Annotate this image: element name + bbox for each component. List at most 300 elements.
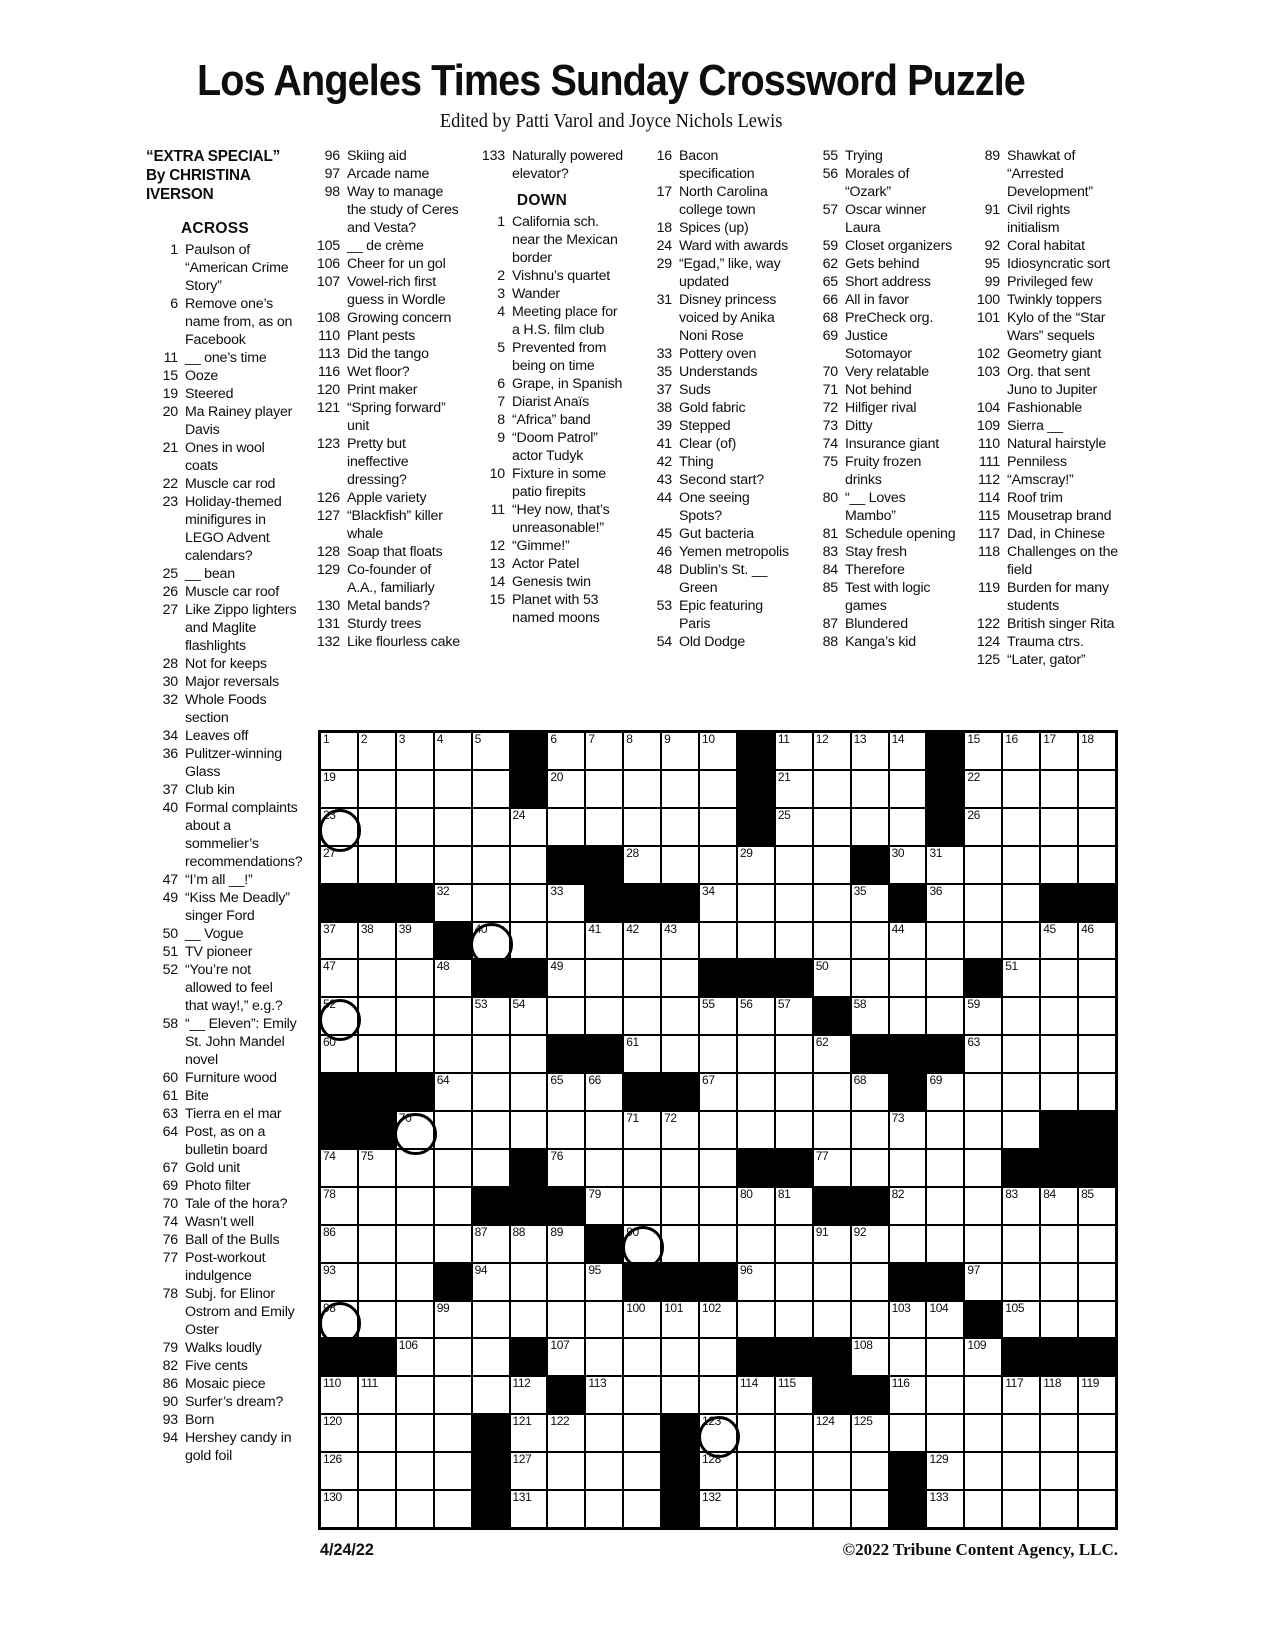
grid-cell[interactable] — [700, 1491, 736, 1527]
grid-cell[interactable] — [397, 1226, 433, 1262]
grid-cell[interactable] — [548, 1074, 584, 1110]
grid-cell[interactable] — [548, 733, 584, 769]
grid-cell[interactable] — [852, 1074, 888, 1110]
grid-cell[interactable] — [359, 1415, 395, 1451]
grid-cell[interactable] — [1003, 1302, 1039, 1338]
grid-cell[interactable] — [435, 1150, 471, 1186]
grid-cell[interactable] — [890, 960, 926, 996]
grid-cell[interactable] — [1003, 960, 1039, 996]
grid-cell[interactable] — [662, 733, 698, 769]
grid-cell[interactable] — [1041, 1491, 1077, 1527]
grid-cell[interactable] — [1079, 1415, 1115, 1451]
grid-cell[interactable] — [852, 960, 888, 996]
grid-cell[interactable] — [1003, 733, 1039, 769]
grid-cell[interactable] — [548, 923, 584, 959]
grid-cell[interactable] — [548, 960, 584, 996]
grid-cell[interactable] — [965, 1036, 1001, 1072]
grid-cell[interactable] — [397, 998, 433, 1034]
grid-cell[interactable] — [700, 1036, 736, 1072]
grid-cell[interactable] — [1003, 847, 1039, 883]
grid-cell[interactable] — [435, 1074, 471, 1110]
grid-cell[interactable] — [321, 1188, 357, 1224]
grid-cell[interactable] — [359, 733, 395, 769]
grid-cell[interactable] — [776, 1188, 812, 1224]
grid-cell[interactable] — [359, 960, 395, 996]
grid-cell[interactable] — [738, 998, 774, 1034]
grid-cell[interactable] — [548, 809, 584, 845]
grid-cell[interactable] — [662, 1339, 698, 1375]
grid-cell[interactable] — [586, 1150, 622, 1186]
grid-cell[interactable] — [890, 809, 926, 845]
grid-cell[interactable] — [965, 809, 1001, 845]
grid-cell[interactable] — [1003, 1415, 1039, 1451]
grid-cell[interactable] — [927, 1150, 963, 1186]
grid-cell[interactable] — [359, 1264, 395, 1300]
grid-cell[interactable] — [776, 1074, 812, 1110]
grid-cell[interactable] — [359, 1226, 395, 1262]
grid-cell[interactable] — [890, 847, 926, 883]
grid-cell[interactable] — [511, 1112, 547, 1148]
grid-cell[interactable] — [662, 1302, 698, 1338]
grid-cell[interactable] — [662, 1226, 698, 1262]
grid-cell[interactable] — [586, 771, 622, 807]
grid-cell[interactable] — [1003, 1188, 1039, 1224]
grid-cell[interactable] — [624, 1302, 660, 1338]
grid-cell[interactable] — [662, 1112, 698, 1148]
grid-cell[interactable] — [624, 1377, 660, 1413]
grid-cell[interactable] — [473, 1150, 509, 1186]
grid-cell[interactable] — [548, 1150, 584, 1186]
grid-cell[interactable] — [321, 1453, 357, 1489]
grid-cell[interactable] — [624, 923, 660, 959]
grid-cell[interactable] — [814, 1150, 850, 1186]
grid-cell[interactable] — [435, 998, 471, 1034]
grid-cell[interactable] — [890, 1377, 926, 1413]
grid-cell[interactable] — [852, 1226, 888, 1262]
grid-cell[interactable] — [1079, 1377, 1115, 1413]
grid-cell[interactable] — [700, 885, 736, 921]
grid-cell[interactable] — [624, 1339, 660, 1375]
grid-cell[interactable] — [776, 923, 812, 959]
grid-cell[interactable] — [1079, 1264, 1115, 1300]
grid-cell[interactable] — [1041, 809, 1077, 845]
grid-cell[interactable] — [359, 1302, 395, 1338]
grid-cell[interactable] — [965, 1415, 1001, 1451]
grid-cell[interactable] — [927, 1415, 963, 1451]
grid-cell[interactable] — [511, 809, 547, 845]
grid-cell[interactable] — [1079, 1453, 1115, 1489]
grid-cell[interactable] — [738, 1074, 774, 1110]
grid-cell[interactable] — [586, 1339, 622, 1375]
grid-cell[interactable] — [511, 923, 547, 959]
grid-cell[interactable] — [965, 1377, 1001, 1413]
grid-cell[interactable] — [738, 847, 774, 883]
grid-cell[interactable] — [852, 809, 888, 845]
grid-cell[interactable] — [852, 1415, 888, 1451]
grid-cell[interactable] — [435, 1188, 471, 1224]
grid-cell[interactable] — [359, 847, 395, 883]
grid-cell[interactable] — [738, 923, 774, 959]
grid-cell[interactable] — [852, 733, 888, 769]
grid-cell[interactable] — [662, 1377, 698, 1413]
grid-cell[interactable] — [1079, 1074, 1115, 1110]
grid-cell[interactable] — [548, 1415, 584, 1451]
grid-cell[interactable] — [1041, 1415, 1077, 1451]
grid-cell[interactable] — [1003, 1453, 1039, 1489]
grid-cell[interactable] — [852, 1491, 888, 1527]
grid-cell[interactable] — [586, 1302, 622, 1338]
grid-cell[interactable] — [624, 1453, 660, 1489]
grid-cell[interactable] — [1079, 923, 1115, 959]
grid-cell[interactable] — [624, 847, 660, 883]
grid-cell[interactable] — [700, 1112, 736, 1148]
grid-cell[interactable] — [435, 960, 471, 996]
grid-cell[interactable] — [1003, 1226, 1039, 1262]
grid-cell[interactable] — [776, 809, 812, 845]
grid-cell[interactable] — [662, 998, 698, 1034]
grid-cell[interactable] — [662, 847, 698, 883]
grid-cell[interactable] — [473, 885, 509, 921]
grid-cell[interactable] — [700, 1188, 736, 1224]
grid-cell[interactable] — [435, 847, 471, 883]
grid-cell[interactable] — [1079, 998, 1115, 1034]
grid-cell[interactable] — [890, 1339, 926, 1375]
grid-cell[interactable] — [586, 1453, 622, 1489]
grid-cell[interactable] — [397, 1302, 433, 1338]
grid-cell[interactable] — [965, 1453, 1001, 1489]
grid-cell[interactable] — [1041, 847, 1077, 883]
grid-cell[interactable] — [1079, 847, 1115, 883]
grid-cell[interactable] — [738, 1453, 774, 1489]
grid-cell[interactable] — [814, 1226, 850, 1262]
grid-cell[interactable] — [435, 1112, 471, 1148]
grid-cell[interactable] — [927, 1112, 963, 1148]
grid-cell[interactable] — [359, 1150, 395, 1186]
grid-cell[interactable] — [965, 998, 1001, 1034]
grid-cell[interactable] — [965, 847, 1001, 883]
grid-cell[interactable] — [397, 923, 433, 959]
grid-cell[interactable] — [511, 1264, 547, 1300]
grid-cell[interactable] — [776, 1491, 812, 1527]
grid-cell[interactable] — [1079, 1302, 1115, 1338]
grid-cell[interactable] — [1041, 733, 1077, 769]
grid-cell[interactable] — [1079, 1491, 1115, 1527]
grid-cell[interactable] — [586, 1491, 622, 1527]
grid-cell[interactable] — [1003, 809, 1039, 845]
grid-cell[interactable] — [662, 1036, 698, 1072]
grid-cell[interactable] — [965, 1491, 1001, 1527]
grid-cell[interactable] — [852, 1339, 888, 1375]
grid-cell[interactable] — [814, 923, 850, 959]
grid-cell[interactable] — [890, 1188, 926, 1224]
grid-cell[interactable] — [397, 847, 433, 883]
grid-cell[interactable] — [1003, 1377, 1039, 1413]
grid-cell[interactable] — [814, 960, 850, 996]
grid-cell[interactable] — [738, 1036, 774, 1072]
grid-cell[interactable] — [397, 1339, 433, 1375]
grid-cell[interactable] — [359, 1453, 395, 1489]
grid-cell[interactable] — [890, 1112, 926, 1148]
grid-cell[interactable] — [473, 923, 509, 959]
grid-cell[interactable] — [1079, 771, 1115, 807]
grid-cell[interactable] — [435, 1491, 471, 1527]
grid-cell[interactable] — [473, 1074, 509, 1110]
grid-cell[interactable] — [435, 771, 471, 807]
grid-cell[interactable] — [624, 998, 660, 1034]
grid-cell[interactable] — [473, 1377, 509, 1413]
grid-cell[interactable] — [927, 1339, 963, 1375]
grid-cell[interactable] — [927, 923, 963, 959]
grid-cell[interactable] — [927, 1302, 963, 1338]
grid-cell[interactable] — [473, 733, 509, 769]
grid-cell[interactable] — [852, 1264, 888, 1300]
grid-cell[interactable] — [586, 809, 622, 845]
grid-cell[interactable] — [965, 923, 1001, 959]
grid-cell[interactable] — [511, 1302, 547, 1338]
grid-cell[interactable] — [548, 1226, 584, 1262]
grid-cell[interactable] — [776, 847, 812, 883]
grid-cell[interactable] — [776, 1036, 812, 1072]
grid-cell[interactable] — [852, 998, 888, 1034]
grid-cell[interactable] — [624, 1150, 660, 1186]
grid-cell[interactable] — [927, 1377, 963, 1413]
grid-cell[interactable] — [890, 1226, 926, 1262]
grid-cell[interactable] — [927, 1226, 963, 1262]
grid-cell[interactable] — [814, 1074, 850, 1110]
grid-cell[interactable] — [548, 1302, 584, 1338]
grid-cell[interactable] — [700, 771, 736, 807]
grid-cell[interactable] — [548, 998, 584, 1034]
grid-cell[interactable] — [1041, 1377, 1077, 1413]
grid-cell[interactable] — [662, 923, 698, 959]
grid-cell[interactable] — [624, 1415, 660, 1451]
grid-cell[interactable] — [1041, 1036, 1077, 1072]
grid-cell[interactable] — [1041, 1226, 1077, 1262]
grid-cell[interactable] — [700, 733, 736, 769]
grid-cell[interactable] — [852, 1112, 888, 1148]
grid-cell[interactable] — [1079, 1036, 1115, 1072]
grid-cell[interactable] — [321, 1150, 357, 1186]
grid-cell[interactable] — [700, 1377, 736, 1413]
grid-cell[interactable] — [1003, 771, 1039, 807]
grid-cell[interactable] — [586, 960, 622, 996]
grid-cell[interactable] — [321, 923, 357, 959]
grid-cell[interactable] — [852, 1150, 888, 1186]
grid-cell[interactable] — [776, 1112, 812, 1148]
grid-cell[interactable] — [927, 1453, 963, 1489]
grid-cell[interactable] — [1041, 960, 1077, 996]
grid-cell[interactable] — [321, 1302, 357, 1338]
grid-cell[interactable] — [397, 733, 433, 769]
grid-cell[interactable] — [435, 1226, 471, 1262]
grid-cell[interactable] — [586, 1074, 622, 1110]
grid-cell[interactable] — [435, 1302, 471, 1338]
grid-cell[interactable] — [814, 885, 850, 921]
grid-cell[interactable] — [776, 733, 812, 769]
grid-cell[interactable] — [1041, 1188, 1077, 1224]
grid-cell[interactable] — [548, 885, 584, 921]
grid-cell[interactable] — [1041, 923, 1077, 959]
grid-cell[interactable] — [814, 1491, 850, 1527]
grid-cell[interactable] — [397, 1036, 433, 1072]
grid-cell[interactable] — [1003, 1036, 1039, 1072]
grid-cell[interactable] — [852, 1453, 888, 1489]
grid-cell[interactable] — [624, 733, 660, 769]
grid-cell[interactable] — [473, 1036, 509, 1072]
grid-cell[interactable] — [359, 1036, 395, 1072]
grid-cell[interactable] — [965, 885, 1001, 921]
grid-cell[interactable] — [359, 998, 395, 1034]
grid-cell[interactable] — [1079, 809, 1115, 845]
grid-cell[interactable] — [700, 1453, 736, 1489]
grid-cell[interactable] — [321, 1264, 357, 1300]
grid-cell[interactable] — [890, 771, 926, 807]
grid-cell[interactable] — [965, 1339, 1001, 1375]
grid-cell[interactable] — [321, 1226, 357, 1262]
grid-cell[interactable] — [776, 771, 812, 807]
grid-cell[interactable] — [473, 771, 509, 807]
grid-cell[interactable] — [776, 1226, 812, 1262]
grid-cell[interactable] — [586, 1188, 622, 1224]
grid-cell[interactable] — [1041, 1302, 1077, 1338]
grid-cell[interactable] — [397, 960, 433, 996]
grid-cell[interactable] — [700, 1074, 736, 1110]
grid-cell[interactable] — [776, 1302, 812, 1338]
grid-cell[interactable] — [511, 1415, 547, 1451]
grid-cell[interactable] — [927, 998, 963, 1034]
grid-cell[interactable] — [738, 885, 774, 921]
grid-cell[interactable] — [435, 1377, 471, 1413]
grid-cell[interactable] — [359, 771, 395, 807]
grid-cell[interactable] — [397, 1112, 433, 1148]
grid-cell[interactable] — [890, 733, 926, 769]
grid-cell[interactable] — [1003, 923, 1039, 959]
grid-cell[interactable] — [321, 1491, 357, 1527]
grid-cell[interactable] — [662, 1188, 698, 1224]
grid-cell[interactable] — [776, 1415, 812, 1451]
grid-cell[interactable] — [548, 1264, 584, 1300]
grid-cell[interactable] — [814, 1302, 850, 1338]
grid-cell[interactable] — [435, 809, 471, 845]
grid-cell[interactable] — [624, 809, 660, 845]
grid-cell[interactable] — [511, 1036, 547, 1072]
grid-cell[interactable] — [435, 1339, 471, 1375]
grid-cell[interactable] — [700, 1415, 736, 1451]
grid-cell[interactable] — [776, 1264, 812, 1300]
grid-cell[interactable] — [359, 809, 395, 845]
grid-cell[interactable] — [397, 1377, 433, 1413]
grid-cell[interactable] — [1003, 1074, 1039, 1110]
grid-cell[interactable] — [548, 1112, 584, 1148]
grid-cell[interactable] — [814, 1036, 850, 1072]
grid-cell[interactable] — [321, 960, 357, 996]
grid-cell[interactable] — [624, 1226, 660, 1262]
grid-cell[interactable] — [814, 809, 850, 845]
grid-cell[interactable] — [927, 847, 963, 883]
grid-cell[interactable] — [586, 1415, 622, 1451]
grid-cell[interactable] — [965, 771, 1001, 807]
grid-cell[interactable] — [624, 1112, 660, 1148]
grid-cell[interactable] — [700, 998, 736, 1034]
grid-cell[interactable] — [511, 1453, 547, 1489]
grid-cell[interactable] — [586, 733, 622, 769]
grid-cell[interactable] — [1079, 1226, 1115, 1262]
grid-cell[interactable] — [435, 885, 471, 921]
grid-cell[interactable] — [511, 998, 547, 1034]
grid-cell[interactable] — [662, 1150, 698, 1186]
grid-cell[interactable] — [586, 998, 622, 1034]
grid-cell[interactable] — [1079, 733, 1115, 769]
grid-cell[interactable] — [965, 1112, 1001, 1148]
grid-cell[interactable] — [321, 809, 357, 845]
grid-cell[interactable] — [965, 1264, 1001, 1300]
grid-cell[interactable] — [814, 1415, 850, 1451]
grid-cell[interactable] — [700, 1339, 736, 1375]
grid-cell[interactable] — [890, 1302, 926, 1338]
grid-cell[interactable] — [359, 923, 395, 959]
grid-cell[interactable] — [927, 1188, 963, 1224]
grid-cell[interactable] — [473, 1112, 509, 1148]
grid-cell[interactable] — [814, 771, 850, 807]
grid-cell[interactable] — [473, 809, 509, 845]
grid-cell[interactable] — [586, 1112, 622, 1148]
grid-cell[interactable] — [927, 960, 963, 996]
grid-cell[interactable] — [852, 923, 888, 959]
grid-cell[interactable] — [965, 1188, 1001, 1224]
grid-cell[interactable] — [548, 1339, 584, 1375]
grid-cell[interactable] — [548, 771, 584, 807]
grid-cell[interactable] — [624, 1036, 660, 1072]
grid-cell[interactable] — [321, 847, 357, 883]
grid-cell[interactable] — [435, 1415, 471, 1451]
grid-cell[interactable] — [624, 960, 660, 996]
grid-cell[interactable] — [397, 809, 433, 845]
grid-cell[interactable] — [1041, 1074, 1077, 1110]
grid-cell[interactable] — [700, 1150, 736, 1186]
grid-cell[interactable] — [321, 733, 357, 769]
grid-cell[interactable] — [738, 1188, 774, 1224]
grid-cell[interactable] — [662, 960, 698, 996]
grid-cell[interactable] — [1041, 1453, 1077, 1489]
grid-cell[interactable] — [965, 1226, 1001, 1262]
grid-cell[interactable] — [511, 1226, 547, 1262]
grid-cell[interactable] — [927, 1491, 963, 1527]
grid-cell[interactable] — [359, 1491, 395, 1527]
grid-cell[interactable] — [359, 1377, 395, 1413]
grid-cell[interactable] — [1041, 998, 1077, 1034]
grid-cell[interactable] — [321, 1036, 357, 1072]
grid-cell[interactable] — [1079, 1188, 1115, 1224]
grid-cell[interactable] — [1041, 1264, 1077, 1300]
grid-cell[interactable] — [1003, 1112, 1039, 1148]
grid-cell[interactable] — [662, 809, 698, 845]
grid-cell[interactable] — [473, 1302, 509, 1338]
grid-cell[interactable] — [435, 1453, 471, 1489]
grid-cell[interactable] — [473, 1339, 509, 1375]
grid-cell[interactable] — [852, 1302, 888, 1338]
grid-cell[interactable] — [738, 1302, 774, 1338]
grid-cell[interactable] — [435, 733, 471, 769]
grid-cell[interactable] — [890, 1150, 926, 1186]
grid-cell[interactable] — [1003, 998, 1039, 1034]
grid-cell[interactable] — [1003, 1264, 1039, 1300]
grid-cell[interactable] — [548, 1453, 584, 1489]
grid-cell[interactable] — [511, 1074, 547, 1110]
grid-cell[interactable] — [738, 1112, 774, 1148]
grid-cell[interactable] — [321, 1377, 357, 1413]
grid-cell[interactable] — [624, 771, 660, 807]
grid-cell[interactable] — [586, 1377, 622, 1413]
